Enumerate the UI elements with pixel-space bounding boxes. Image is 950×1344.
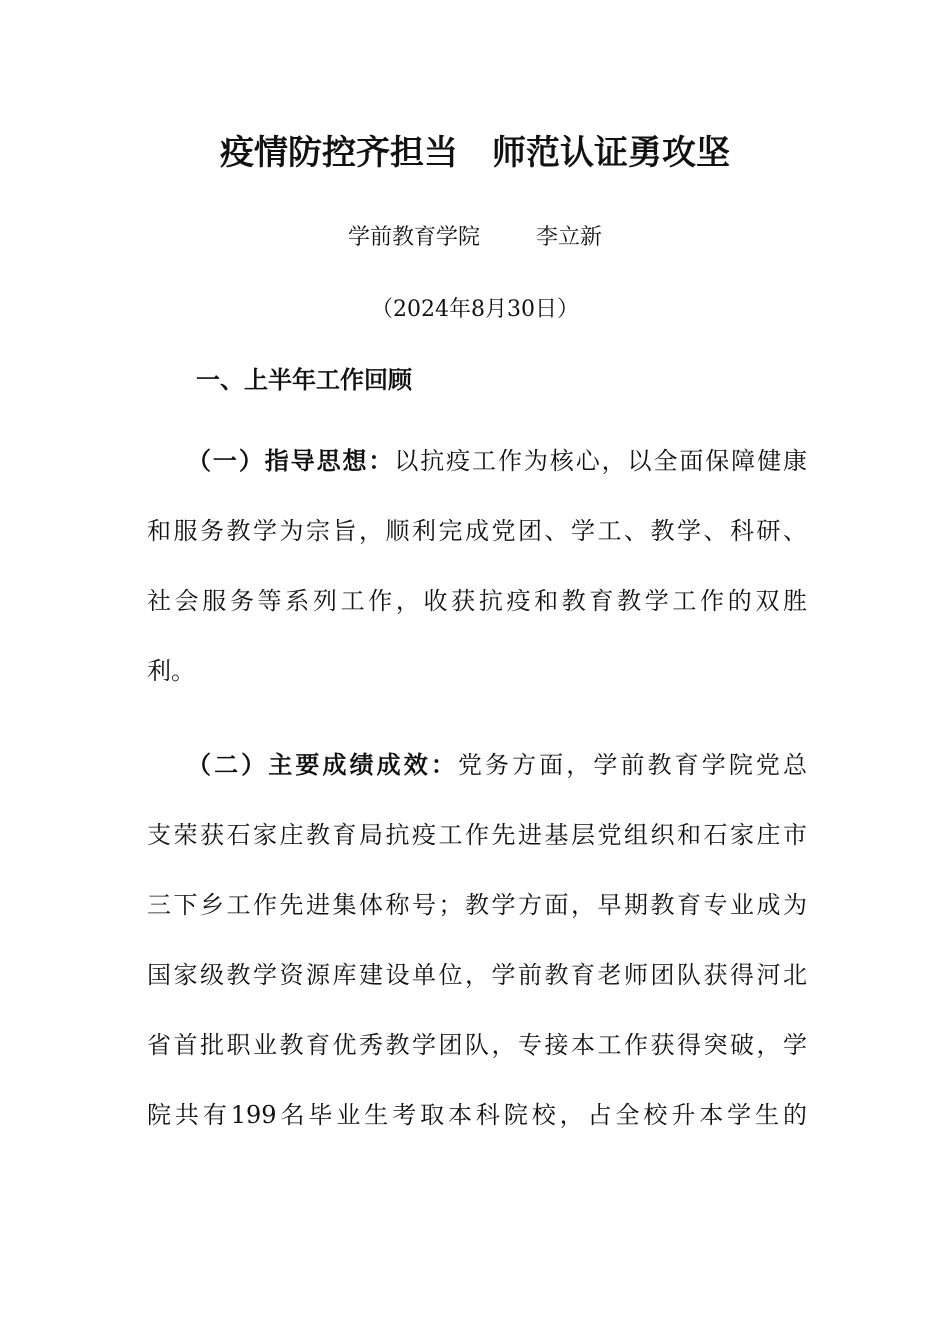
paragraph-line: 三下乡工作先进集体称号；教学方面，早期教育专业成为 [147, 891, 807, 919]
paragraph-text: 以抗疫工作为核心，以全面保障健康 [394, 447, 807, 475]
paragraph-lead: （二）主要成绩成效： [187, 751, 458, 779]
department-name: 学前教育学院 [347, 225, 480, 250]
paragraph-lead: （一）指导思想： [187, 447, 395, 475]
paragraph-main-achievements [147, 730, 807, 1150]
byline [0, 220, 950, 256]
paragraph-line: 社会服务等系列工作，收获抗疫和教育教学工作的双胜 [147, 587, 807, 615]
paragraph-line [147, 426, 807, 496]
paragraph-line: 院共有199名毕业生考取本科院校，占全校升本学生的 [147, 1101, 807, 1129]
paragraph-line: 国家级教学资源库建设单位，学前教育老师团队获得河北 [147, 961, 807, 989]
paragraph-line: 支荣获石家庄教育局抗疫工作先进基层党组织和石家庄市 [147, 821, 807, 849]
paragraph-text: 党务方面，学前教育学院党总 [457, 751, 807, 779]
author-name: 李立新 [536, 225, 603, 250]
document-title: 疫情防控齐担当 师范认证勇攻坚 [220, 133, 730, 173]
paragraph-line [147, 730, 807, 800]
section-heading: 一、上半年工作回顾 [196, 366, 412, 394]
paragraph-guiding-ideology [147, 426, 807, 706]
document-date: （2024年8月30日） [371, 297, 579, 322]
paragraph-line: 利。 [147, 657, 195, 685]
paragraph-line: 和服务教学为宗旨，顺利完成党团、学工、教学、科研、 [147, 517, 807, 545]
paragraph-line: 省首批职业教育优秀教学团队，专接本工作获得突破，学 [147, 1031, 807, 1059]
